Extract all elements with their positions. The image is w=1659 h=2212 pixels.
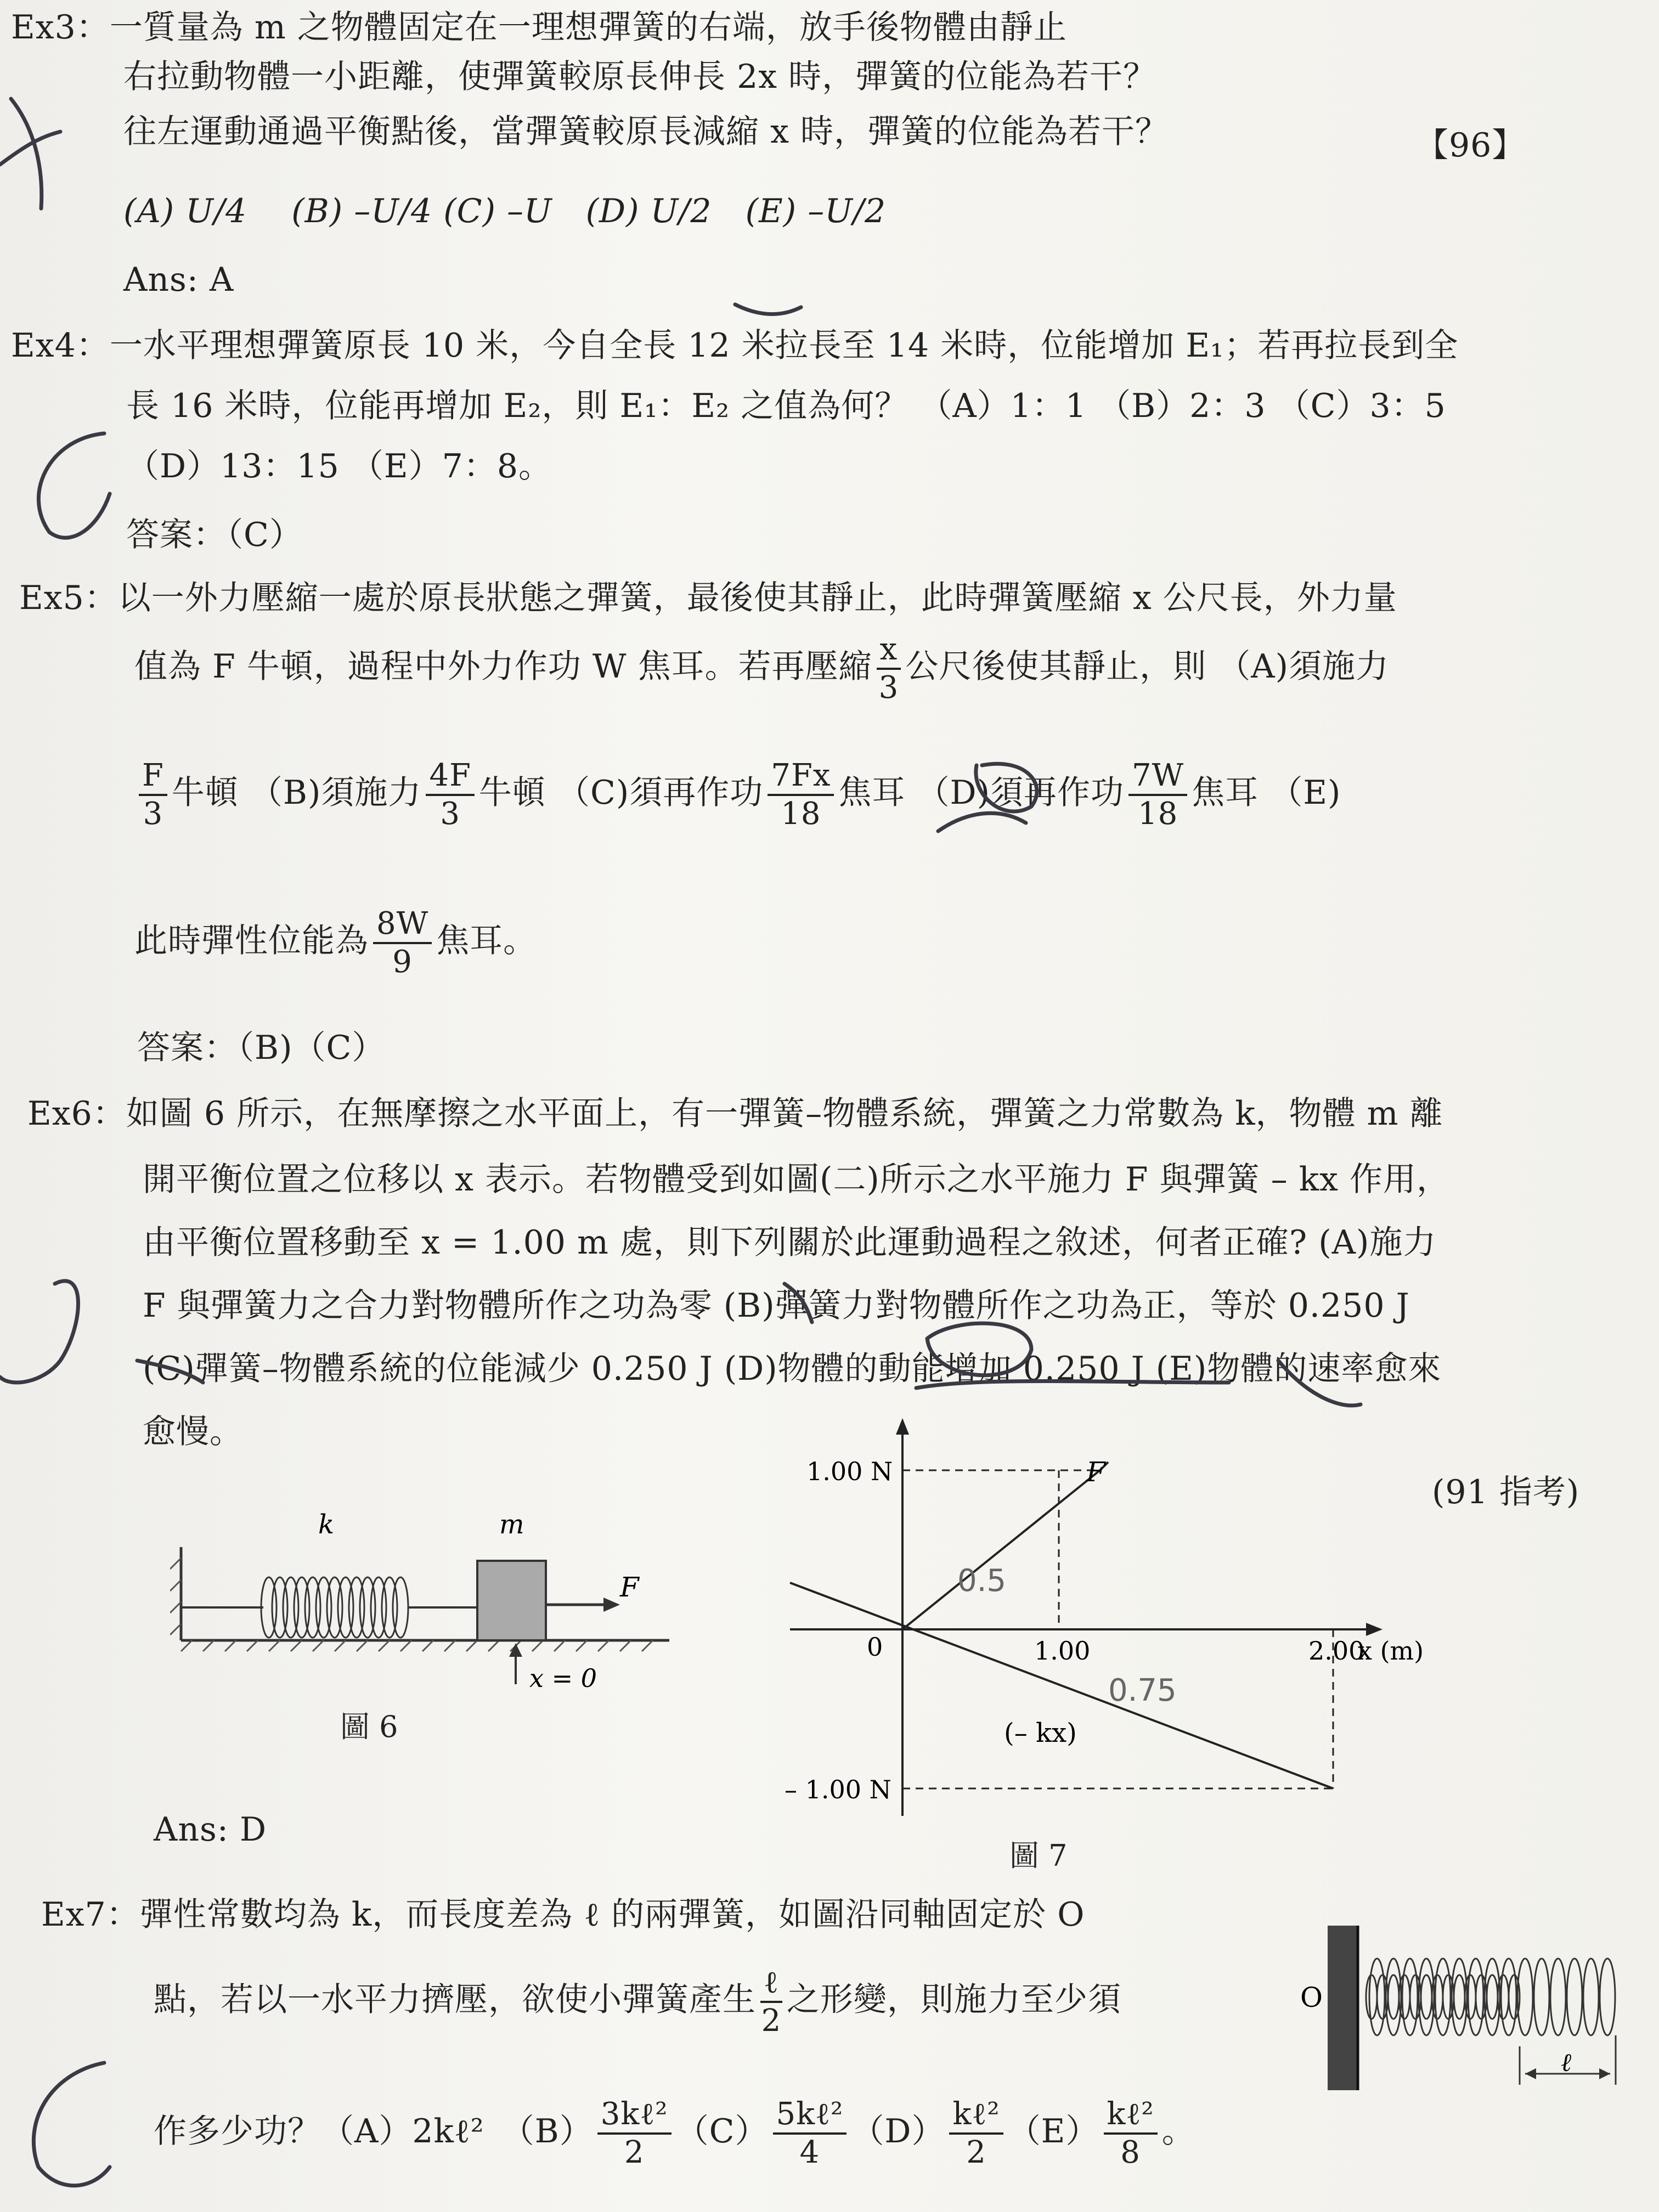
ex5-text-3b: 牛頓 （C)須再作功 <box>478 774 764 812</box>
ex6-line6: 愈慢。 <box>143 1413 243 1451</box>
frac-den: 8 <box>1120 2135 1141 2171</box>
ex7-text-2b: 之形變，則施力至少須 <box>786 1980 1121 2019</box>
frac-den: 2 <box>761 2003 782 2039</box>
ex6-source: (91 指考) <box>1432 1473 1580 1511</box>
ex3-label: Ex3： <box>11 8 110 47</box>
frac-num: kℓ² <box>949 2096 1003 2135</box>
ex5-answer: 答案：（B)（C） <box>137 1029 386 1067</box>
ex7-end: 。 <box>1161 2112 1195 2151</box>
frac-num: kℓ² <box>1104 2096 1158 2135</box>
ex7-text-3a: 作多少功？（A）2kℓ² （B） <box>154 2112 593 2151</box>
ex6-line2: 開平衡位置之位移以 x 表示。若物體受到如圖(二)所示之水平施力 F 與彈簧 – kx 作用， <box>143 1160 1450 1199</box>
ex6-answer: Ans: D <box>154 1810 267 1849</box>
ex5-text-3a: 牛頓 （B)須施力 <box>171 774 422 812</box>
x0-label: x = 0 <box>529 1663 597 1693</box>
block-m-label: m <box>499 1509 524 1540</box>
y-tick-top: 1.00 N <box>806 1457 893 1486</box>
y-tick-bottom: – 1.00 N <box>785 1775 891 1804</box>
pen-strike-c <box>137 1361 203 1383</box>
ex4-label: Ex4： <box>11 326 110 365</box>
ex4-text-1: 一水平理想彈簧原長 10 米，今自全長 12 米拉長至 14 米時，位能增加 E₁；若再拉長到全 <box>109 326 1459 365</box>
frac-den: 9 <box>392 944 413 980</box>
frac-den: 2 <box>966 2135 986 2171</box>
ex3-options: (A) U/4 (B) –U/4 (C) –U (D) U/2 (E) –U/2 <box>123 192 887 230</box>
frac-den: 18 <box>781 796 821 832</box>
handwritten-0.5: 0.5 <box>957 1563 1007 1599</box>
figure-7-caption: 圖 7 <box>1009 1838 1068 1873</box>
ex6-line3: 由平衡位置移動至 x = 1.00 m 處，則下列關於此運動過程之敘述，何者正確? (A)施力 <box>143 1223 1437 1262</box>
ex6-text-1: 如圖 6 所示，在無摩擦之水平面上，有一彈簧–物體系統，彈簧之力常數為 k，物體 m 離 <box>126 1094 1443 1133</box>
frac-num: 4F <box>426 758 474 796</box>
handwritten-0.75: 0.75 <box>1108 1673 1177 1708</box>
frac-num: ℓ <box>760 1965 782 2003</box>
ex3-line3: 往左運動通過平衡點後，當彈簧較原長減縮 x 時，彈簧的位能為若干？ <box>123 112 1169 151</box>
ex7-opt-c: （C） <box>675 2112 769 2151</box>
frac-num: 5kℓ² <box>773 2096 847 2135</box>
figure-6-caption: 圖 6 <box>340 1709 398 1744</box>
ex5-text-1: 以一外力壓縮一處於原長狀態之彈簧，最後使其靜止，此時彈簧壓縮 x 公尺長，外力量 <box>117 579 1397 617</box>
ex7-text-1: 彈性常數均為 k，而長度差為 ℓ 的兩彈簧，如圖沿同軸固定於 O <box>139 1895 1085 1934</box>
ex3-text-1: 一質量為 m 之物體固定在一理想彈簧的右端，放手後物體由靜止 <box>109 8 1067 47</box>
ex4-line3: （D）13：15 （E）7：8。 <box>126 447 552 486</box>
line-kx-label: (– kx) <box>1004 1718 1077 1748</box>
ex4-answer: 答案：（C） <box>126 516 303 554</box>
frac-num: 7Fx <box>768 758 834 796</box>
origin-label: 0 <box>867 1632 883 1662</box>
point-O-label: O <box>1300 1982 1323 2013</box>
frac-num: 8W <box>373 906 432 944</box>
frac-den: 2 <box>624 2135 645 2171</box>
ex5-text-4a: 此時彈性位能為 <box>134 922 369 960</box>
pen-strike-12 <box>735 304 801 314</box>
frac-den: 3 <box>143 796 163 832</box>
frac-den: 3 <box>440 796 460 832</box>
pen-mark-ex4-c <box>38 433 110 538</box>
line-F-label: F <box>1086 1456 1105 1488</box>
ex7-opt-d: （D） <box>851 2112 945 2151</box>
frac-num: 3kℓ² <box>597 2096 672 2135</box>
ex7-opt-e: （E） <box>1007 2112 1099 2151</box>
ex6-label: Ex6： <box>27 1094 126 1133</box>
pen-circle-joule <box>976 764 1037 811</box>
frac-num: x <box>877 631 901 670</box>
spring-k-label: k <box>318 1509 335 1540</box>
ex4-line2: 長 16 米時，位能再增加 E₂，則 E₁：E₂ 之值為何？ （A）1：1 （B）2：3 （C）3：5 <box>126 387 1446 425</box>
pen-mark-ex7-c <box>33 2063 110 2186</box>
frac-num: F <box>139 758 167 796</box>
ex7-text-2a: 點，若以一水平力擠壓，欲使小彈簧產生 <box>154 1980 756 2019</box>
pen-underline-d <box>916 1381 1229 1389</box>
ex7-label: Ex7： <box>41 1895 140 1934</box>
frac-num: 7W <box>1128 758 1187 796</box>
frac-den: 4 <box>799 2135 820 2171</box>
ell-label: ℓ <box>1561 2047 1572 2077</box>
x-tick-1: 1.00 <box>1034 1636 1091 1666</box>
pen-strike-e <box>1278 1361 1361 1406</box>
pen-underline-joule <box>938 813 1026 831</box>
ex5-text-2b: 公尺後使其靜止，則 （A)須施力 <box>905 647 1389 686</box>
ex3-line2: 右拉動物體一小距離，使彈簧較原長伸長 2x 時，彈簧的位能為若干？ <box>123 58 1157 96</box>
ex5-text-2a: 值為 F 牛頓，過程中外力作功 W 焦耳。若再壓縮 <box>134 647 872 686</box>
ex5-text-4b: 焦耳。 <box>436 922 537 960</box>
pen-mark-ex6-d <box>0 1281 78 1383</box>
ex6-line4: F 與彈簧力之合力對物體所作之功為零 (B)彈簧力對物體所作之功為正，等於 0.250 J <box>143 1286 1410 1325</box>
x-tick-2: 2.00 <box>1308 1636 1365 1666</box>
ex3-year: 【96】 <box>1415 126 1526 165</box>
ex5-text-3d: 焦耳 （E) <box>1192 774 1341 812</box>
x-axis-label: x (m) <box>1358 1636 1424 1666</box>
ex5-text-3c: 焦耳 （D)須再作功 <box>838 774 1124 812</box>
frac-den: 18 <box>1137 796 1178 832</box>
frac-den: 3 <box>878 670 899 706</box>
pen-strike-b <box>785 1284 812 1322</box>
ex3-answer: Ans: A <box>123 261 234 299</box>
ex6-line5: (C)彈簧–物體系統的位能減少 0.250 J (D)物體的動能增加 0.250 J (E)物體的速率愈來 <box>143 1350 1442 1388</box>
ex5-label: Ex5： <box>19 579 118 617</box>
pen-circle-kinetic <box>927 1323 1031 1375</box>
force-F-label: F <box>620 1571 639 1603</box>
